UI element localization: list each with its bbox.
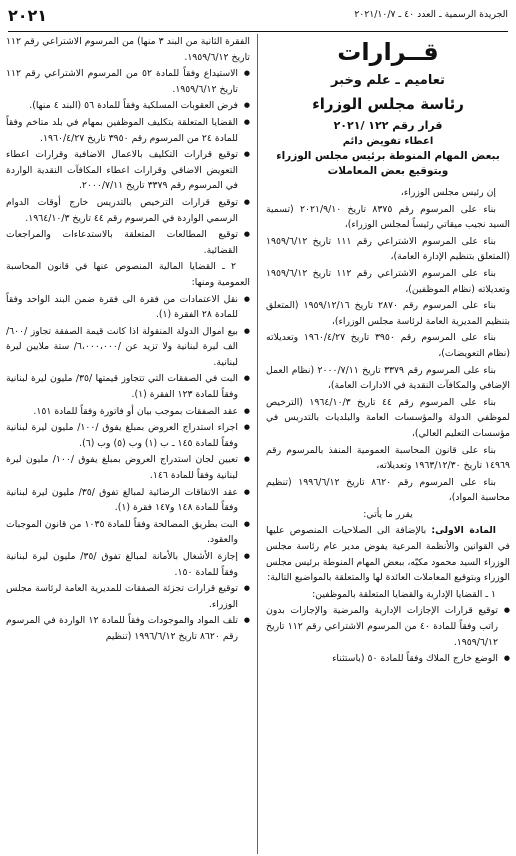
list-item: ● توقيع قرارات تجزئة الصفقات للمديرية العامة لرئاسة مجلس الوزراء. bbox=[6, 581, 250, 612]
left-column bbox=[6, 34, 250, 646]
list-item: ● البت في الصفقات التي تتجاوز قيمتها /٣٥/ مليون ليرة لبنانية وفقاً للمادة ١٢٣ الفقرة (١). bbox=[6, 371, 250, 402]
authority-title: رئاسة مجلس الوزراء bbox=[312, 95, 464, 113]
page-year: ٢٠٢١ bbox=[8, 6, 48, 25]
preamble-line: بناء على المرسوم رقم ٨٦٢٠ تاريخ ١٩٩٦/٦/١٢ (تنظيم محاسبة المواد)، bbox=[266, 476, 510, 504]
preamble-line: بناء على قانون المحاسبة العمومية المنفذ بالمرسوم رقم ١٤٩٦٩ تاريخ ١٩٦٣/١٢/٣٠ وتعديلاته، bbox=[266, 444, 510, 472]
continued-text: الفقرة الثانية من البند ٣ منها) من المرسوم الاشتراعي رقم ١١٢ تاريخ ١٩٥٩/٦/١٢. bbox=[6, 36, 250, 63]
section-heading: قــرارات bbox=[337, 38, 439, 66]
preamble-line: إن رئيس مجلس الوزراء، bbox=[400, 187, 496, 198]
section-subheading: تعاميم ـ علم وخبر bbox=[331, 73, 445, 88]
article-label: المادة الاولى: bbox=[431, 525, 496, 537]
preamble-line: بناء على المرسوم الاشتراعي رقم ١١٢ تاريخ ١٩٥٩/٦/١٢ وتعديلاته (نظام الموظفين)، bbox=[266, 267, 510, 295]
header-rule bbox=[8, 31, 508, 32]
preamble-line: بناء على المرسوم رقم ٨٣٧٥ تاريخ ٢٠٢١/٩/١٠ (تسمية السيد نجيب ميقاتي رئيساً لمجلس الوزراء)، bbox=[266, 203, 510, 231]
preamble-line: بناء على المرسوم رقم ٣٩٥٠ تاريخ ١٩٦٠/٤/٢٧ وتعديلاته (نظام التعويضات)، bbox=[266, 332, 510, 359]
list-item: ● توقيع قرارات الإجازات الإدارية والمرضية والإجازات بدون راتب وفقاً للمادة ٤٠ من المرسوم الاشتراعي رقم ١١٢ تاريخ ١٩٥٩/٦/١٢. bbox=[266, 603, 510, 650]
list-item: ● البت بطريق المصالحة وفقاً للمادة ١٠٣٥ من قانون الموجبات والعقود. bbox=[6, 517, 250, 548]
article-one bbox=[266, 523, 510, 585]
preamble-line: بناء على المرسوم رقم ٢٨٧٠ تاريخ ١٩٥٩/١٢/١٦ (المتعلق بتنظيم المديرية العامة لرئاسة مجلس الوزراء)، bbox=[266, 300, 510, 327]
decision-number: قرار رقم ١٢٢ /٢٠٢١ bbox=[333, 119, 443, 132]
decision-description: ببعض المهام المنوطة برئيس مجلس الوزراء وبتوقيع بعض المعاملات bbox=[276, 150, 500, 177]
column-divider bbox=[257, 34, 258, 854]
list-item: ● توقيع قرارات التكليف بالاعمال الاضافية وقرارات اعطاء التعويض الاضافي وقرارات اعطاء المكافآت النقدية الواردة في المرسوم رقم ٣٣٧٩ تاريخ ٢٠٠٠/٧/١١. bbox=[6, 147, 250, 194]
list-item: ● إجازة الأشغال بالأمانة لمبالغ تفوق /٣٥/ مليون ليرة لبنانية وفقاً للمادة ١٥٠. bbox=[6, 549, 250, 580]
list-heading: ٢ ـ القضايا المالية المنصوص عنها في قانون المحاسبة العمومية ومنها: bbox=[6, 261, 250, 288]
list-item: ● توقيع قرارات الترخيص بالتدريس خارج أوقات الدوام الرسمي الواردة في المرسوم رقم ٤٤ تاريخ ١٩٦٤/١٠/٣. bbox=[6, 195, 250, 226]
list-item: ● الاستيداع وفقاً للمادة ٥٢ من المرسوم الاشتراعي رقم ١١٢ تاريخ ١٩٥٩/٦/١٢. bbox=[6, 66, 250, 97]
list-item: ● الوضع خارج الملاك وفقاً للمادة ٥٠ (باستثناء bbox=[266, 651, 510, 667]
article-text: بالإضافة الى الصلاحيات المنصوص عليها في القوانين والأنظمة المرعية يفوض مدير عام رئاسة مجلس الوزراء السيد محمود مكيّه، ببعض المهام المنوطة برئيس مجلس الوزراء وبتوقيع المعاملات العائدة لها والمتعلقة بالمواضيع التالية: bbox=[266, 525, 510, 584]
list-item: ● توقيع المطالعات المتعلقة بالاستدعاءات والمراجعات القضائية. bbox=[6, 227, 250, 258]
preamble-line: بناء على المرسوم الاشتراعي رقم ١١١ تاريخ ١٩٥٩/٦/١٢ (المتعلق بتنظيم الإدارة العامة)، bbox=[266, 235, 510, 263]
list-item: ● بيع اموال الدولة المنقولة اذا كانت قيمة الصفقة تجاوز /٦٠٠/ الف ليرة لبنانية ولا تزيد عن /٦،٠٠٠،٠٠٠/ ستة ملايين ليرة لبنانية. bbox=[6, 324, 250, 371]
decision-subject: اعطاء تفويض دائم bbox=[342, 136, 434, 147]
list-heading: ١ ـ القضايا الإدارية والقضايا المتعلقة بالموظفين: bbox=[312, 588, 496, 600]
gazette-issue-title: الجريدة الرسمية ـ العدد ٤٠ ـ ٢٠٢١/١٠/٧ bbox=[354, 9, 508, 20]
list-item: ● تعيين لجان استدراج العروض بمبلغ يفوق /١٠٠/ مليون ليرة لبنانية وفقاً للمادة ١٤٦. bbox=[6, 452, 250, 483]
right-column bbox=[266, 34, 510, 668]
list-item: ● تلف المواد والموجودات وفقاً للمادة ١٢ الواردة في المرسوم رقم ٨٦٢٠ تاريخ ١٩٩٦/٦/١٢ (تنظيم bbox=[6, 613, 250, 644]
list-item: ● عقد الاتفاقات الرضائية لمبالغ تفوق /٣٥/ مليون ليرة لبنانية وفقاً للمادة ١٤٨ و١٤٧ فقرة (١). bbox=[6, 485, 250, 516]
list-item: ● عقد الصفقات بموجب بيان أو فاتورة وفقاً للمادة ١٥١. bbox=[6, 404, 250, 420]
list-item: ● اجراء استدراج العروض بمبلغ يفوق /١٠٠/ مليون ليرة لبنانية وفقاً للمادة ١٤٥ ـ ب (١) وب (٥) وب (٦). bbox=[6, 420, 250, 451]
preamble-line: بناء على المرسوم رقم ٣٣٧٩ تاريخ ٢٠٠٠/٧/١١ (نظام العمل الإضافي والمكافآت النقدية في الادارات العامة)، bbox=[266, 364, 510, 392]
page-header bbox=[4, 4, 512, 28]
decides-line: يقرر ما يأتي: bbox=[363, 508, 413, 520]
list-item: ● القضايا المتعلقة بتكليف الموظفين بمهام في بلد متاخم وفقاً للمادة ٢٤ من المرسوم رقم ٣٩٥٠ تاريخ ١٩٦٠/٤/٢٧. bbox=[6, 115, 250, 146]
list-item: ● فرض العقوبات المسلكية وفقاً للمادة ٥٦ (البند ٤ منها). bbox=[6, 98, 250, 114]
preamble-line: بناء على المرسوم رقم ٤٤ تاريخ ١٩٦٤/١٠/٣ (الترخيص لموظفي الدولة والمؤسسات العامة والبلديات بالتدريس في مؤسسات التعليم العالي)، bbox=[266, 396, 510, 439]
list-item: ● نقل الاعتمادات من فقرة الى فقرة ضمن البند الواحد وفقاً للمادة ٢٨ الفقرة (١). bbox=[6, 292, 250, 323]
